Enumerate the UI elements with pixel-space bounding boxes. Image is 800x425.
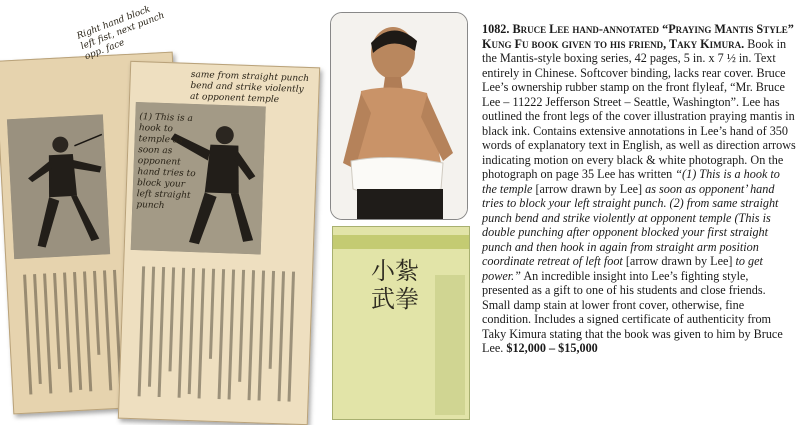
portrait-photo <box>330 12 468 220</box>
cover-side-panel <box>435 275 465 415</box>
lot-description-text: Book in the Mantis-style boxing series, 42 pages, 5 in. x 7 ½ in. Text entirely in Chinese. Softcover binding, lacks rear cover. Bruce Lee’s ownership rubber stamp on the front flyleaf, “Mr. Bruce Lee – 11222 Jefferson Street – Seattle, Washington”. Lee has outlined the front legs of the cover illustration praying mantis in black ink. Contains extensive annotations in Lee’s hand of 350 words of explanatory text in English, as well as direction arrows indicating motion on every black & white photograph. On the photograph on page 35 Lee has written <box>482 36 796 181</box>
editor-note-2: [arrow drawn by Lee] <box>622 254 736 268</box>
handwritten-annotation-side: (1) This is a hook to temple as soon as opponent hand tries to block your left straight punch <box>136 112 196 212</box>
lot-number: 1082. <box>482 22 510 36</box>
annotation-quote-1: “(1) This is a hook to the temple <box>482 167 780 196</box>
handwritten-annotation: Right hand block left fist, next punch opp. face <box>75 4 167 63</box>
lot-price: $12,000 – $15,000 <box>506 341 598 355</box>
cover-band <box>333 235 469 249</box>
book-cover <box>332 226 470 420</box>
editor-note-1: [arrow drawn by Lee] <box>532 181 646 196</box>
chinese-text-block <box>138 266 295 401</box>
page-photograph <box>7 114 110 259</box>
annotation-quote-3: to get power.” <box>482 254 763 283</box>
fighter-figure-icon <box>7 114 110 259</box>
lot-description-text-2: An incredible insight into Lee’s fighting style, presented as a gift to one of his students and close friends. Small damp stain at lower front cover, otherwise, fine condition. Includes a signed certificate of authenticity from Taky Kimura stating that the book was given to him by Bruce Lee. <box>482 268 783 355</box>
cover-title: 小紮武拳 <box>371 257 419 313</box>
lot-title: Bruce Lee hand-annotated “Praying Mantis Style” Kung Fu book given to his friend, Taky Kimura. <box>482 22 794 51</box>
annotation-quote-2: as soon as opponent’ hand tries to block your left straight punch. (2) from same straight punch bend and strike violently at opponent temple (This is double punching after opponent blocked your first straight punch and then hook in again from straight arm position coordinate retreat of left foot <box>482 181 779 268</box>
book-page-right <box>118 61 320 425</box>
handwritten-annotation-top: same from straight punch bend and strike violently at opponent temple <box>189 69 310 106</box>
portrait-figure-icon <box>331 13 467 219</box>
lot-description <box>482 22 796 356</box>
